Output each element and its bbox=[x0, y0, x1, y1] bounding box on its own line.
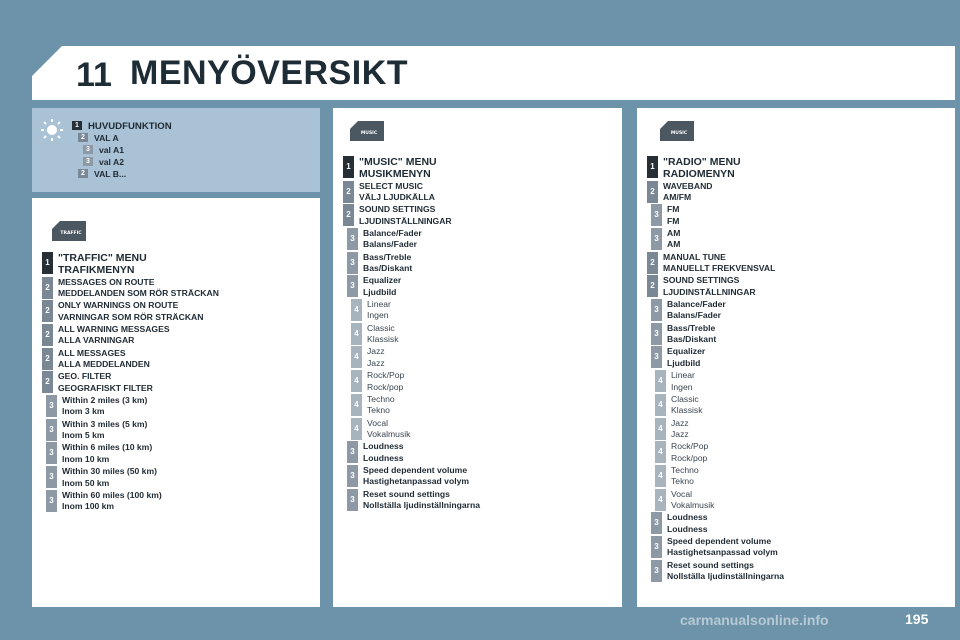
menu-item-text bbox=[671, 394, 703, 417]
menu-item bbox=[647, 441, 708, 464]
menu-item-text bbox=[58, 277, 219, 300]
menu-item-text bbox=[367, 323, 399, 346]
menu-item-line: Jazz bbox=[367, 346, 385, 357]
level-badge: 4 bbox=[655, 418, 666, 440]
menu-item-line: Linear bbox=[367, 299, 391, 309]
level-badge: 3 bbox=[347, 465, 358, 487]
level-badge: 3 bbox=[651, 204, 662, 226]
page-number: 195 bbox=[905, 611, 929, 627]
level-badge: 2 bbox=[78, 169, 88, 178]
menu-item bbox=[42, 324, 170, 347]
main-function-item bbox=[83, 145, 124, 156]
menu-item bbox=[647, 181, 713, 204]
menu-item-line: "MUSIC" MENU bbox=[359, 156, 437, 168]
menu-item bbox=[647, 560, 784, 583]
menu-item-line: Jazz bbox=[671, 428, 689, 439]
menu-item-line: Tekno bbox=[367, 405, 390, 416]
menu-item-line: ONLY WARNINGS ON ROUTE bbox=[58, 300, 179, 311]
menu-item-text bbox=[62, 395, 147, 418]
main-function-item bbox=[78, 169, 126, 180]
menu-item-text bbox=[367, 346, 385, 369]
menu-item-text bbox=[663, 156, 741, 180]
menu-item bbox=[343, 275, 401, 298]
menu-item-line: FM bbox=[667, 215, 680, 226]
menu-item-line: Jazz bbox=[671, 417, 689, 428]
menu-item-line: Tekno bbox=[671, 476, 694, 487]
level-badge: 2 bbox=[42, 348, 53, 370]
menu-item-text bbox=[671, 465, 699, 488]
menu-item-text bbox=[667, 512, 708, 535]
main-function-title-row bbox=[72, 121, 172, 132]
menu-item bbox=[42, 442, 152, 465]
menu-item bbox=[42, 300, 203, 323]
menu-item-line: "TRAFFIC" MENU bbox=[58, 252, 147, 264]
menu-item-line: Speed dependent volume bbox=[363, 464, 468, 475]
music-icon bbox=[350, 121, 384, 141]
menu-item-text bbox=[367, 299, 391, 322]
menu-item-text bbox=[62, 442, 152, 465]
chapter-number: 11 bbox=[76, 56, 112, 94]
menu-item-line: Balance/Fader bbox=[363, 227, 422, 238]
menu-item-line: Bass/Treble bbox=[667, 322, 716, 333]
menu-item bbox=[647, 204, 679, 227]
menu-item-line: Inom 5 km bbox=[62, 430, 105, 441]
menu-item-line: Techno bbox=[671, 464, 699, 475]
level-badge: 3 bbox=[651, 228, 662, 250]
menu-item-line: Loudness bbox=[363, 452, 404, 463]
main-function-title: HUVUDFUNKTION bbox=[88, 121, 172, 132]
menu-item-line: Vokalmusik bbox=[671, 500, 715, 510]
menu-item-line: Vokalmusik bbox=[367, 428, 411, 439]
menu-item-text bbox=[363, 252, 412, 275]
menu-item-line: Techno bbox=[367, 393, 395, 404]
menu-item-line: Nollställa ljudinställningarna bbox=[363, 500, 480, 510]
menu-item-line: SOUND SETTINGS bbox=[359, 204, 436, 215]
level-badge: 4 bbox=[351, 323, 362, 345]
menu-item bbox=[343, 228, 422, 251]
menu-item bbox=[343, 323, 399, 346]
menu-item-line: Loudness bbox=[363, 441, 404, 452]
menu-item bbox=[647, 323, 716, 346]
menu-item-line: VÄLJ LJUDKÄLLA bbox=[359, 191, 435, 202]
menu-item bbox=[647, 299, 726, 322]
menu-item bbox=[647, 512, 708, 535]
level-badge: 2 bbox=[42, 300, 53, 322]
menu-item-line: Ingen bbox=[367, 310, 389, 321]
level-badge: 2 bbox=[647, 181, 658, 203]
menu-item-line: MANUAL TUNE bbox=[663, 251, 726, 262]
menu-item bbox=[343, 346, 385, 369]
menu-item-line: FM bbox=[667, 204, 680, 215]
menu-item-line: LJUDINSTÄLLNINGAR bbox=[663, 286, 756, 297]
level-badge: 2 bbox=[42, 371, 53, 393]
menu-item-text bbox=[58, 300, 203, 323]
menu-item-line: AM bbox=[667, 239, 681, 250]
level-badge: 3 bbox=[347, 489, 358, 511]
level-badge: 3 bbox=[46, 395, 57, 417]
sun-icon bbox=[40, 118, 64, 142]
level-badge: 2 bbox=[78, 133, 88, 142]
menu-item-text bbox=[359, 204, 452, 227]
menu-item-line: Loudness bbox=[667, 512, 708, 523]
level-badge: 3 bbox=[83, 145, 93, 154]
menu-item-text bbox=[367, 418, 410, 441]
menu-item bbox=[647, 536, 778, 559]
menu-item-text bbox=[367, 394, 395, 417]
menu-item bbox=[647, 418, 689, 441]
level-badge: 2 bbox=[42, 277, 53, 299]
level-badge: 4 bbox=[655, 465, 666, 487]
menu-item-line: Linear bbox=[671, 370, 695, 381]
level-badge: 3 bbox=[347, 275, 358, 297]
menu-item-line: Rock/pop bbox=[671, 452, 708, 463]
menu-item bbox=[343, 156, 437, 180]
menu-item-line: MANUELLT FREKVENSVAL bbox=[663, 263, 776, 273]
menu-item-text bbox=[663, 252, 775, 275]
menu-item-text bbox=[58, 324, 170, 347]
menu-item-text bbox=[359, 181, 435, 204]
menu-item-line: Inom 50 km bbox=[62, 477, 110, 488]
menu-item-line: Vocal bbox=[367, 417, 389, 428]
menu-item-line: ALL WARNING MESSAGES bbox=[58, 323, 170, 334]
menu-item-text bbox=[667, 204, 679, 227]
menu-item bbox=[343, 441, 404, 464]
menu-item-line: Ingen bbox=[671, 381, 693, 392]
menu-item-line: Vocal bbox=[671, 488, 693, 499]
menu-item-text bbox=[667, 228, 680, 251]
menu-item bbox=[647, 252, 775, 275]
menu-item-line: Balans/Fader bbox=[667, 310, 721, 321]
menu-item-text bbox=[663, 181, 713, 204]
menu-item-line: ALL MESSAGES bbox=[58, 347, 126, 358]
menu-item-text bbox=[359, 156, 437, 180]
menu-item-line: TRAFIKMENYN bbox=[58, 264, 135, 276]
level-badge: 4 bbox=[351, 418, 362, 440]
menu-item bbox=[343, 489, 480, 512]
level-badge: 3 bbox=[46, 490, 57, 512]
menu-item-text bbox=[58, 348, 150, 371]
menu-item-line: Rock/pop bbox=[367, 381, 404, 392]
menu-item-line: Speed dependent volume bbox=[667, 536, 772, 546]
level-badge: 3 bbox=[651, 299, 662, 321]
main-function-item-label: VAL B... bbox=[94, 169, 127, 179]
menu-item-line: ALLA VARNINGAR bbox=[58, 335, 135, 346]
menu-item-text bbox=[671, 441, 708, 464]
menu-item-line: Classic bbox=[367, 322, 395, 333]
menu-item-line: Within 30 miles (50 km) bbox=[62, 466, 157, 477]
main-function-item-label: val A1 bbox=[99, 145, 125, 155]
music-icon-label: MUSIC bbox=[360, 131, 378, 136]
menu-item bbox=[647, 228, 680, 251]
menu-item-line: MUSIKMENYN bbox=[359, 168, 431, 180]
menu-item-text bbox=[363, 275, 401, 298]
menu-item-line: Inom 10 km bbox=[62, 453, 110, 464]
menu-item-line: Reset sound settings bbox=[363, 488, 450, 499]
menu-item-line: Ljudbild bbox=[667, 357, 701, 368]
menu-item-line: Klassisk bbox=[671, 405, 703, 416]
level-badge: 3 bbox=[347, 441, 358, 463]
level-badge: 3 bbox=[347, 228, 358, 250]
menu-item-text bbox=[671, 489, 714, 512]
level-badge: 3 bbox=[651, 536, 662, 558]
menu-item-text bbox=[671, 370, 695, 393]
menu-item-text bbox=[62, 490, 162, 513]
menu-item-line: "RADIO" MENU bbox=[663, 156, 741, 168]
menu-item bbox=[343, 252, 412, 275]
level-badge: 4 bbox=[351, 346, 362, 368]
menu-item-line: RADIOMENYN bbox=[663, 168, 735, 180]
main-function-item bbox=[83, 157, 124, 168]
menu-item bbox=[42, 395, 147, 418]
menu-item-line: Balans/Fader bbox=[363, 239, 417, 250]
level-badge: 3 bbox=[651, 346, 662, 368]
menu-item bbox=[42, 277, 219, 300]
menu-item-line: GEOGRAFISKT FILTER bbox=[58, 382, 153, 393]
menu-item-line: Jazz bbox=[367, 357, 385, 368]
level-badge: 4 bbox=[351, 394, 362, 416]
menu-item-line: Klassisk bbox=[367, 334, 399, 345]
traffic-icon-label: TRAFFIC bbox=[60, 231, 82, 236]
menu-item-line: AM/FM bbox=[663, 191, 692, 202]
main-function-item-label: val A2 bbox=[99, 157, 125, 167]
level-badge: 4 bbox=[351, 370, 362, 392]
menu-item-line: WAVEBAND bbox=[663, 180, 713, 191]
menu-item-line: Bas/Diskant bbox=[363, 263, 413, 273]
menu-item-line: AM bbox=[667, 227, 681, 238]
menu-item-text bbox=[367, 370, 404, 393]
traffic-icon bbox=[52, 221, 86, 241]
menu-item-line: Bass/Treble bbox=[363, 251, 412, 262]
menu-item-line: Rock/Pop bbox=[671, 441, 709, 452]
menu-item-line: Equalizer bbox=[363, 275, 402, 286]
menu-item-line: MESSAGES ON ROUTE bbox=[58, 276, 155, 287]
level-badge: 3 bbox=[651, 323, 662, 345]
menu-item bbox=[647, 394, 703, 417]
level-badge: 2 bbox=[343, 181, 354, 203]
menu-item-text bbox=[667, 299, 726, 322]
level-badge: 2 bbox=[647, 275, 658, 297]
menu-item-line: Rock/Pop bbox=[367, 370, 405, 381]
menu-item-line: Bas/Diskant bbox=[667, 334, 717, 345]
menu-item bbox=[647, 465, 699, 488]
menu-item-line: Reset sound settings bbox=[667, 559, 754, 570]
level-badge: 1 bbox=[72, 121, 82, 130]
menu-item bbox=[42, 419, 147, 442]
level-badge: 4 bbox=[655, 441, 666, 463]
menu-item-text bbox=[667, 560, 784, 583]
level-badge: 3 bbox=[83, 157, 93, 166]
menu-item-line: Within 60 miles (100 km) bbox=[62, 489, 162, 500]
menu-item-line: Within 3 miles (5 km) bbox=[62, 418, 148, 429]
menu-item-text bbox=[58, 252, 147, 276]
menu-item bbox=[343, 418, 410, 441]
menu-item-line: VARNINGAR SOM RÖR STRÄCKAN bbox=[58, 311, 204, 322]
menu-item bbox=[42, 371, 153, 394]
menu-item-line: Within 6 miles (10 km) bbox=[62, 442, 153, 453]
level-badge: 2 bbox=[647, 252, 658, 274]
menu-item bbox=[42, 466, 157, 489]
menu-item-line: Hastighetsanpassad volym bbox=[667, 547, 778, 558]
level-badge: 3 bbox=[46, 466, 57, 488]
level-badge: 4 bbox=[655, 489, 666, 511]
menu-item bbox=[343, 204, 452, 227]
menu-item-text bbox=[663, 275, 756, 298]
level-badge: 1 bbox=[42, 252, 53, 274]
menu-item bbox=[647, 489, 714, 512]
level-badge: 4 bbox=[351, 299, 362, 321]
menu-item bbox=[42, 490, 162, 513]
level-badge: 1 bbox=[343, 156, 354, 178]
menu-item-text bbox=[62, 419, 147, 442]
menu-item-text bbox=[58, 371, 153, 394]
level-badge: 3 bbox=[651, 512, 662, 534]
menu-item bbox=[647, 156, 741, 180]
menu-item-line: LJUDINSTÄLLNINGAR bbox=[359, 215, 452, 226]
menu-item-line: Inom 100 km bbox=[62, 501, 115, 512]
menu-item bbox=[647, 346, 705, 369]
level-badge: 3 bbox=[347, 252, 358, 274]
menu-item-line: Hastighetanpassad volym bbox=[363, 476, 470, 487]
menu-item bbox=[42, 252, 147, 276]
radio-icon-label: MUSIC bbox=[670, 131, 688, 136]
menu-item-text bbox=[667, 536, 778, 559]
level-badge: 2 bbox=[42, 324, 53, 346]
menu-item-line: Inom 3 km bbox=[62, 406, 105, 417]
menu-item-text bbox=[667, 323, 716, 346]
menu-item-text bbox=[363, 465, 469, 488]
main-function-item bbox=[78, 133, 119, 144]
menu-item-line: Balance/Fader bbox=[667, 299, 726, 309]
level-badge: 3 bbox=[46, 442, 57, 464]
menu-item-line: GEO. FILTER bbox=[58, 371, 112, 382]
menu-item bbox=[42, 348, 150, 371]
menu-item-text bbox=[667, 346, 705, 369]
level-badge: 2 bbox=[343, 204, 354, 226]
menu-item-line: Loudness bbox=[667, 523, 708, 534]
level-badge: 4 bbox=[655, 394, 666, 416]
menu-item-line: SOUND SETTINGS bbox=[663, 275, 740, 286]
menu-item-line: MEDDELANDEN SOM RÖR STRÄCKAN bbox=[58, 287, 219, 298]
menu-item bbox=[343, 181, 435, 204]
menu-item bbox=[343, 394, 395, 417]
menu-item bbox=[343, 465, 469, 488]
page-title: MENYÖVERSIKT bbox=[130, 54, 409, 92]
level-badge: 1 bbox=[647, 156, 658, 178]
menu-item-text bbox=[363, 441, 404, 464]
menu-item-text bbox=[62, 466, 157, 489]
menu-item bbox=[647, 275, 756, 298]
menu-item bbox=[343, 370, 404, 393]
menu-item-line: SELECT MUSIC bbox=[359, 180, 423, 191]
level-badge: 4 bbox=[655, 370, 666, 392]
menu-item bbox=[343, 299, 391, 322]
menu-item-text bbox=[363, 489, 480, 512]
menu-item-text bbox=[671, 418, 689, 441]
menu-item bbox=[647, 370, 695, 393]
main-function-item-label: VAL A bbox=[94, 133, 119, 143]
radio-music-icon bbox=[660, 121, 694, 141]
menu-item-line: Nollställa ljudinställningarna bbox=[667, 571, 784, 582]
menu-item-line: Within 2 miles (3 km) bbox=[62, 395, 148, 405]
level-badge: 3 bbox=[46, 419, 57, 441]
menu-item-line: Ljudbild bbox=[363, 286, 397, 297]
menu-item-line: ALLA MEDDELANDEN bbox=[58, 359, 150, 369]
menu-item-line: Equalizer bbox=[667, 346, 706, 357]
watermark: carmanualsonline.info bbox=[680, 612, 829, 628]
menu-item-text bbox=[363, 228, 422, 251]
level-badge: 3 bbox=[651, 560, 662, 582]
menu-item-line: Classic bbox=[671, 393, 699, 404]
